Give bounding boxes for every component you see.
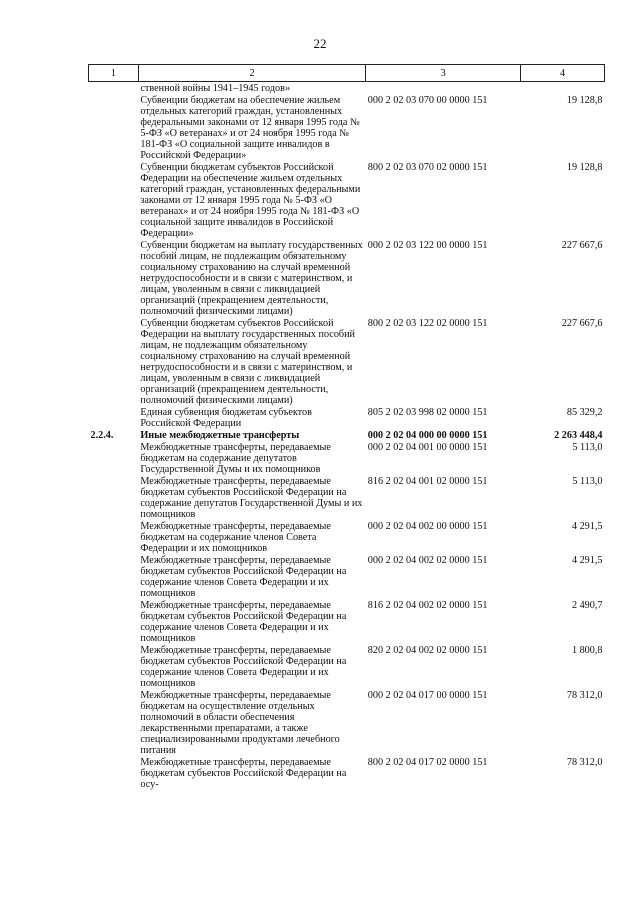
- table-row: [89, 429, 605, 441]
- row-budget-code: 000 2 02 04 002 02 0000 151: [367, 555, 488, 566]
- row-amount: 19 128,8: [566, 162, 603, 173]
- row-number: [89, 554, 139, 599]
- header-col-3: 3: [366, 65, 521, 82]
- row-number: [89, 644, 139, 689]
- row-budget-code: [366, 82, 521, 95]
- table-row: [89, 161, 605, 239]
- row-amount: 227 667,6: [561, 240, 603, 251]
- row-budget-code: 000 2 02 04 001 00 0000 151: [367, 442, 488, 453]
- row-budget-code: 805 2 02 03 998 02 0000 151: [367, 407, 488, 418]
- header-col-4: 4: [521, 65, 605, 82]
- table-row: [89, 406, 605, 429]
- row-amount: 227 667,6: [561, 318, 603, 329]
- table-row: [89, 475, 605, 520]
- row-description: Межбюджетные трансферты, передаваемые бюджетам субъектов Российской Федерации на содержание членов Совета Федерации и их помощников: [140, 645, 347, 689]
- row-number: [89, 689, 139, 756]
- row-description: Межбюджетные трансферты, передаваемые бюджетам субъектов Российской Федерации на содержание членов Совета Федерации и их помощников: [140, 600, 347, 644]
- row-description: Субвенции бюджетам на выплату государственных пособий лицам, не подлежащим обязательному социальному страхованию на случай временной нетрудоспособности и в связи с материнством, и лицам, уволенным в связи с ликвидацией организаций (прекращением деятельности, полномочий физическими лицами): [140, 240, 363, 317]
- row-amount: 4 291,5: [571, 555, 603, 566]
- row-description: ственной войны 1941–1945 годов»: [140, 83, 291, 94]
- row-amount: 78 312,0: [566, 690, 603, 701]
- table-row: [89, 756, 605, 790]
- row-amount: 85 329,2: [566, 407, 603, 418]
- row-amount: 19 128,8: [566, 95, 603, 106]
- row-description: Иные межбюджетные трансферты: [140, 430, 300, 441]
- row-number: [89, 475, 139, 520]
- row-description: Межбюджетные трансферты, передаваемые бюджетам на содержание депутатов Государственной Думы и их помощников: [140, 442, 331, 475]
- row-budget-code: 800 2 02 03 070 02 0000 151: [367, 162, 488, 173]
- row-budget-code: 816 2 02 04 002 02 0000 151: [367, 600, 488, 611]
- row-budget-code: 800 2 02 03 122 02 0000 151: [367, 318, 488, 329]
- row-amount: 1 800,8: [571, 645, 603, 656]
- header-col-1: 1: [89, 65, 139, 82]
- table-row: [89, 644, 605, 689]
- page-number: 22: [313, 36, 327, 51]
- row-budget-code: 000 2 02 03 070 00 0000 151: [367, 95, 488, 106]
- table-row: [89, 689, 605, 756]
- row-amount: 2 263 448,4: [554, 430, 603, 441]
- table-row: [89, 599, 605, 644]
- table-row: [89, 520, 605, 554]
- row-budget-code: 000 2 02 04 017 00 0000 151: [367, 690, 488, 701]
- row-amount: 5 113,0: [572, 442, 603, 453]
- row-amount: [521, 82, 605, 95]
- row-amount: 4 291,5: [571, 521, 603, 532]
- row-budget-code: 000 2 02 04 002 00 0000 151: [367, 521, 488, 532]
- row-budget-code: 000 2 02 04 000 00 0000 151: [367, 430, 488, 441]
- row-number: [89, 82, 139, 95]
- table-row: [89, 441, 605, 475]
- table-row: [89, 82, 605, 95]
- header-col-2: 2: [138, 65, 365, 82]
- row-number: [89, 441, 139, 475]
- row-number: [89, 239, 139, 317]
- row-description: Межбюджетные трансферты, передаваемые бюджетам субъектов Российской Федерации на содержание членов Совета Федерации и их помощников: [140, 555, 347, 599]
- row-number: 2.2.4.: [90, 430, 114, 441]
- row-amount: 5 113,0: [572, 476, 603, 487]
- table-header-row: [89, 65, 605, 82]
- row-number: [89, 94, 139, 161]
- row-amount: 2 490,7: [571, 600, 603, 611]
- row-number: [89, 161, 139, 239]
- row-budget-code: 000 2 02 03 122 00 0000 151: [367, 240, 488, 251]
- row-number: [89, 406, 139, 429]
- row-description: Субвенции бюджетам субъектов Российской Федерации на обеспечение жильем отдельных категорий граждан, установленных федеральными законами от 12 января 1995 года № 5-ФЗ «О ветеранах» и от 24 ноября 1995 года № 181-ФЗ «О социальной защите инвалидов в Российской Федерации»: [140, 162, 361, 239]
- row-number: [89, 599, 139, 644]
- table-row: [89, 554, 605, 599]
- row-budget-code: 820 2 02 04 002 02 0000 151: [367, 645, 488, 656]
- row-description: Межбюджетные трансферты, передаваемые бюджетам субъектов Российской Федерации на содержание депутатов Государственной Думы и их помощников: [140, 476, 363, 520]
- row-description: Межбюджетные трансферты, передаваемые бюджетам на осуществление отдельных полномочий в области обеспечения лекарственными препаратами, а также специализированными продуктами лечебного питания: [140, 690, 340, 756]
- row-description: Межбюджетные трансферты, передаваемые бюджетам субъектов Российской Федерации на осу-: [140, 757, 347, 790]
- table-row: [89, 317, 605, 406]
- row-number: [89, 317, 139, 406]
- row-description: Субвенции бюджетам субъектов Российской Федерации на выплату государственных пособий лицам, не подлежащим обязательному социальному страхованию на случай временной нетрудоспособности и в связи с материнством, и лицам, уволенным в связи с ликвидацией организаций (прекращением деятельности, полномочий физическими лицами): [140, 318, 356, 406]
- row-description: Межбюджетные трансферты, передаваемые бюджетам на содержание членов Совета Федерации и их помощников: [140, 521, 331, 554]
- row-description: Субвенции бюджетам на обеспечение жильем отдельных категорий граждан, установленных федеральными законами от 12 января 1995 года № 5-ФЗ «О ветеранах» и от 24 ноября 1995 года № 181-ФЗ «О социальной защите инвалидов в Российской Федерации»: [140, 95, 360, 161]
- budget-table: [88, 64, 605, 790]
- row-description: Единая субвенция бюджетам субъектов Российской Федерации: [140, 407, 312, 429]
- table-row: [89, 94, 605, 161]
- row-number: [89, 520, 139, 554]
- row-number: [89, 756, 139, 790]
- table-row: [89, 239, 605, 317]
- row-amount: 78 312,0: [566, 757, 603, 768]
- row-budget-code: 800 2 02 04 017 02 0000 151: [367, 757, 488, 768]
- row-budget-code: 816 2 02 04 001 02 0000 151: [367, 476, 488, 487]
